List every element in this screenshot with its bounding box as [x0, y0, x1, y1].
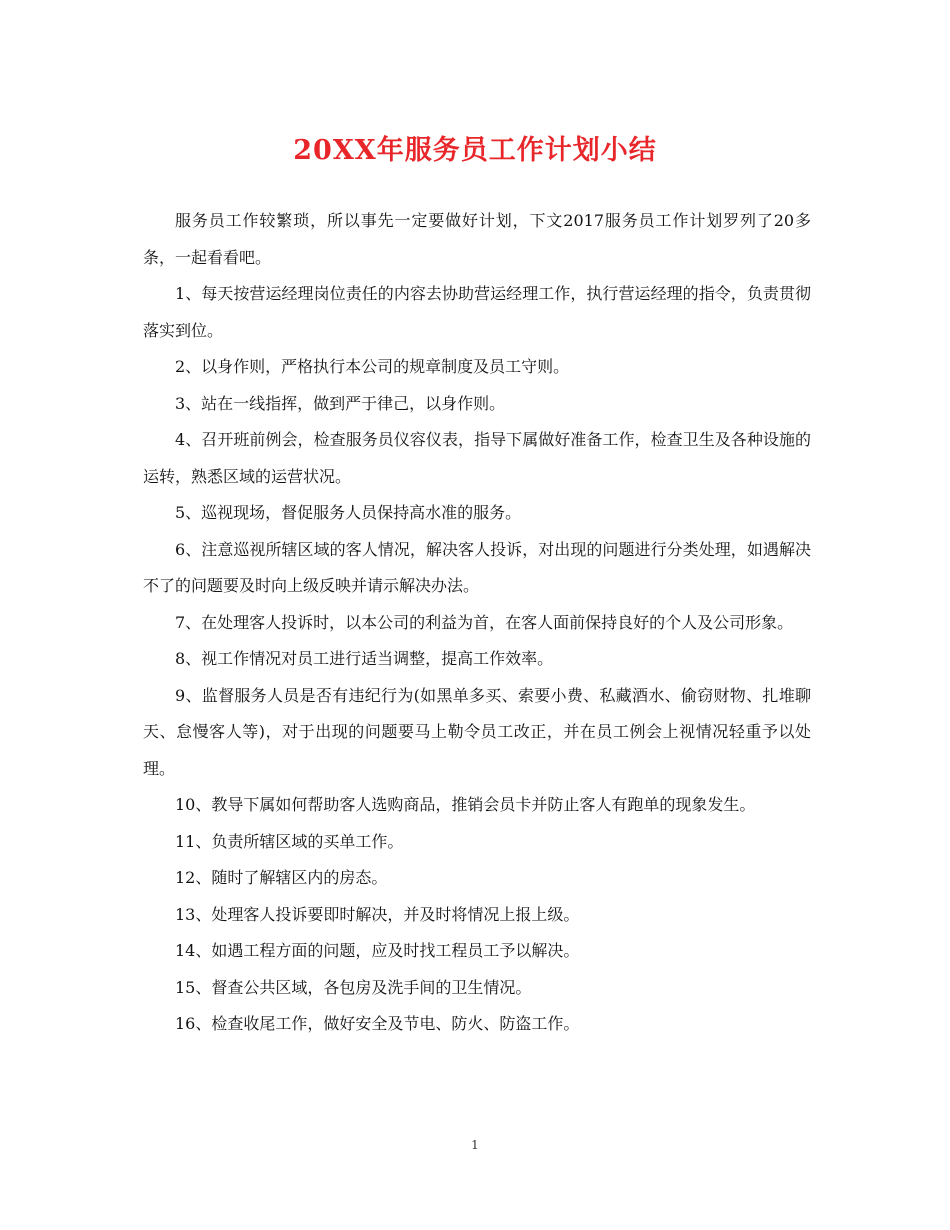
- list-item: 16、检查收尾工作，做好安全及节电、防火、防盗工作。: [175, 1014, 580, 1033]
- list-item: 4、召开班前例会，检查服务员仪容仪表，指导下属做好准备工作，检查卫生及各种设施的运转，熟悉区域的运营状况。: [143, 430, 811, 486]
- list-item: 8、视工作情况对员工进行适当调整，提高工作效率。: [175, 649, 554, 668]
- list-item: 6、注意巡视所辖区域的客人情况，解决客人投诉，对出现的问题进行分类处理，如遇解决不了的问题要及时向上级反映并请示解决办法。: [143, 539, 811, 595]
- document-body: [143, 203, 811, 1043]
- list-item: 1、每天按营运经理岗位责任的内容去协助营运经理工作，执行营运经理的指令，负责贯彻落实到位。: [143, 284, 811, 340]
- list-item: 5、巡视现场，督促服务人员保持高水准的服务。: [175, 503, 522, 522]
- list-item: 14、如遇工程方面的问题，应及时找工程员工予以解决。: [175, 941, 580, 960]
- list-item: 10、教导下属如何帮助客人选购商品，推销会员卡并防止客人有跑单的现象发生。: [175, 795, 756, 814]
- list-item: 13、处理客人投诉要即时解决，并及时将情况上报上级。: [175, 904, 580, 924]
- intro-paragraph: 服务员工作较繁琐，所以事先一定要做好计划，下文2017服务员工作计划罗列了20多条，一起看看吧。: [143, 211, 811, 267]
- list-item: 15、督查公共区域，各包房及洗手间的卫生情况。: [175, 977, 532, 997]
- list-item: 3、站在一线指挥，做到严于律己，以身作则。: [175, 393, 506, 413]
- page-number: 1: [471, 1138, 479, 1152]
- list-item: 11、负责所辖区域的买单工作。: [175, 831, 404, 851]
- document-title: 20XX年服务员工作计划小结: [293, 135, 657, 166]
- list-item: 12、随时了解辖区内的房态。: [175, 868, 388, 887]
- list-item: 2、以身作则，严格执行本公司的规章制度及员工守则。: [175, 357, 570, 376]
- list-item: 7、在处理客人投诉时，以本公司的利益为首，在客人面前保持良好的个人及公司形象。: [175, 612, 794, 632]
- list-item: 9、监督服务人员是否有违纪行为(如黑单多买、索要小费、私藏酒水、偷窃财物、扎堆聊天、怠慢客人等)，对于出现的问题要马上勒令员工改正，并在员工例会上视情况轻重予以处理。: [143, 685, 811, 778]
